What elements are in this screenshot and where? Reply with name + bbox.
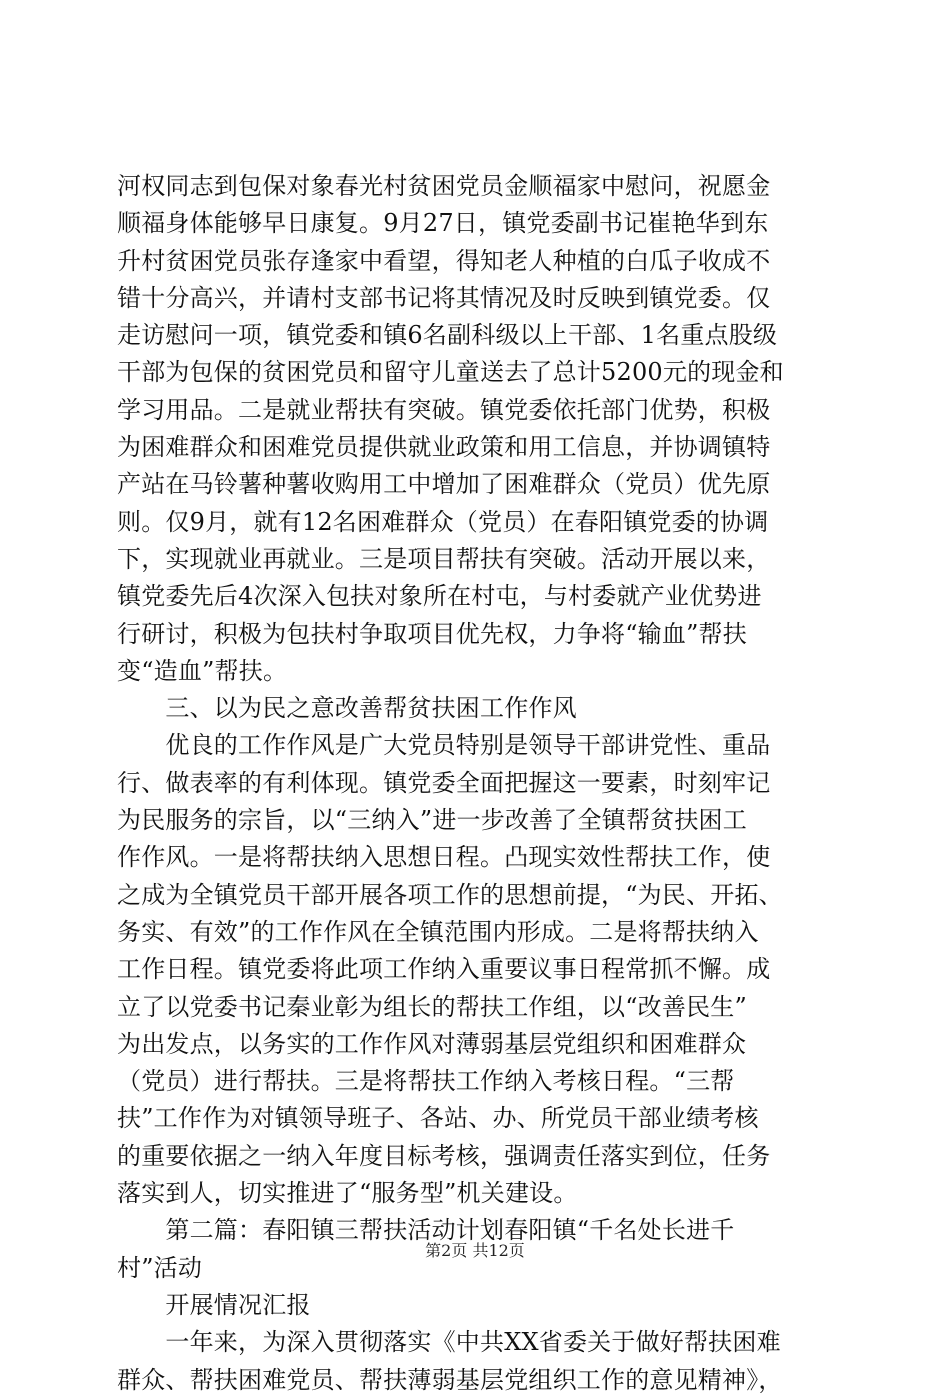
text-line: 产站在马铃薯种薯收购用工中增加了困难群众（党员）优先原 [117,470,771,499]
text-line: 为困难群众和困难党员提供就业政策和用工信息，并协调镇特 [117,433,771,462]
text-line: 扶”工作作为对镇领导班子、各站、办、所党员干部业绩考核 [117,1104,759,1133]
text-line: 之成为全镇党员干部开展各项工作的思想前提，“为民、开拓、 [117,880,783,909]
text-line: 群众、帮扶困难党员、帮扶薄弱基层党组织工作的意见精神》， [117,1365,783,1394]
text-line: 干部为包保的贫困党员和留守儿童送去了总计5200元的现金和 [117,358,784,387]
text-line: 落实到人，切实推进了“服务型”机关建设。 [117,1179,578,1208]
text-line: 变“造血”帮扶。 [117,656,288,685]
document-body [117,168,833,1399]
text-line: 立了以党委书记秦业彰为组长的帮扶工作组，以“改善民生” [117,992,747,1021]
text-line: 一年来，为深入贯彻落实《中共XX省委关于做好帮扶困难 [117,1328,781,1357]
text-line: 走访慰问一项，镇党委和镇6名副科级以上干部、1名重点股级 [117,321,778,350]
text-line: 三、以为民之意改善帮贫扶困工作作风 [117,694,577,723]
text-line: 河权同志到包保对象春光村贫困党员金顺福家中慰问，祝愿金 [117,172,771,200]
text-line: 的重要依据之一纳入年度目标考核，强调责任落实到位，任务 [117,1141,771,1170]
text-line: 顺福身体能够早日康复。9月27日，镇党委副书记崔艳华到东 [117,209,769,238]
text-line: 行研讨，积极为包扶村争取项目优先权，力争将“输血”帮扶 [117,619,747,648]
text-line: 开展情况汇报 [117,1290,311,1319]
text-line: 为出发点，以务实的工作作风对薄弱基层党组织和困难群众 [117,1029,747,1058]
text-line: 镇党委先后4次深入包扶对象所在村屯，与村委就产业优势进 [117,582,762,611]
text-line: 行、做表率的有利体现。镇党委全面把握这一要素，时刻牢记 [117,768,771,797]
text-line: 下，实现就业再就业。三是项目帮扶有突破。活动开展以来， [117,544,771,573]
text-line: 为民服务的宗旨，以“三纳入”进一步改善了全镇帮贫扶困工 [117,806,747,835]
text-line: 学习用品。二是就业帮扶有突破。镇党委依托部门优势，积极 [117,395,771,424]
text-line: 升村贫困党员张存逢家中看望，得知老人种植的白瓜子收成不 [117,246,771,275]
text-line: 优良的工作作风是广大党员特别是领导干部讲党性、重品 [117,731,771,760]
text-line: 错十分高兴，并请村支部书记将其情况及时反映到镇党委。仅 [117,283,771,312]
text-line: 作作风。一是将帮扶纳入思想日程。凸现实效性帮扶工作，使 [117,843,771,872]
text-line: 第二篇：春阳镇三帮扶活动计划春阳镇“千名处长进千 [117,1216,735,1245]
text-line: 务实、有效”的工作作风在全镇范围内形成。二是将帮扶纳入 [117,917,759,946]
text-line: 村”活动 [117,1253,203,1282]
page-footer: 第2页 共12页 [425,1241,525,1260]
text-line: 工作日程。镇党委将此项工作纳入重要议事日程常抓不懈。成 [117,955,771,984]
text-line: （党员）进行帮扶。三是将帮扶工作纳入考核日程。“三帮 [117,1067,735,1096]
text-line: 则。仅9月，就有12名困难群众（党员）在春阳镇党委的协调 [117,507,769,536]
